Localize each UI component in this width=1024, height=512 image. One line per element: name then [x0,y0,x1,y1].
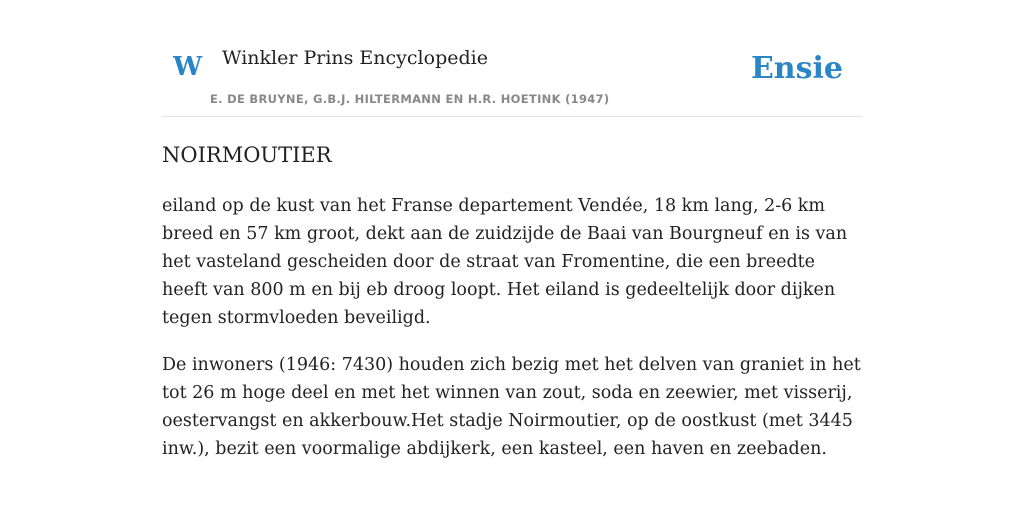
article-title: NOIRMOUTIER [162,143,332,167]
article-body [162,192,862,463]
encyclopedia-title[interactable]: Winkler Prins Encyclopedie [222,47,488,69]
article-paragraph: eiland op de kust van het Franse departement Vendée, 18 km lang, 2-6 km breed en 57 km groot, dekt aan de zuidzijde de Baai van Bourgneuf en is van het vasteland gescheiden door de straat van Fromentine, die een breedte heeft van 800 m en bij eb droog loopt. Het eiland is gedeeltelijk door dijken tegen stormvloeden beveiligd. [162,196,848,328]
authors-line: E. DE BRUYNE, G.B.J. HILTERMANN EN H.R. HOETINK (1947) [210,92,610,106]
ensie-brand-logo[interactable]: Ensie [750,51,843,86]
encyclopedia-logo[interactable]: W [173,52,203,82]
article-paragraph: De inwoners (1946: 7430) houden zich bezig met het delven van graniet in het tot 26 m hoge deel en met het winnen van zout, soda en zeewier, met visserij, oestervangst en akkerbouw.Het stadje Noirmoutier, op de oostkust (met 3445 inw.), bezit een voormalige abdijkerk, een kasteel, een haven en zeebaden. [162,355,861,459]
article [162,140,862,463]
site-header [162,40,862,117]
